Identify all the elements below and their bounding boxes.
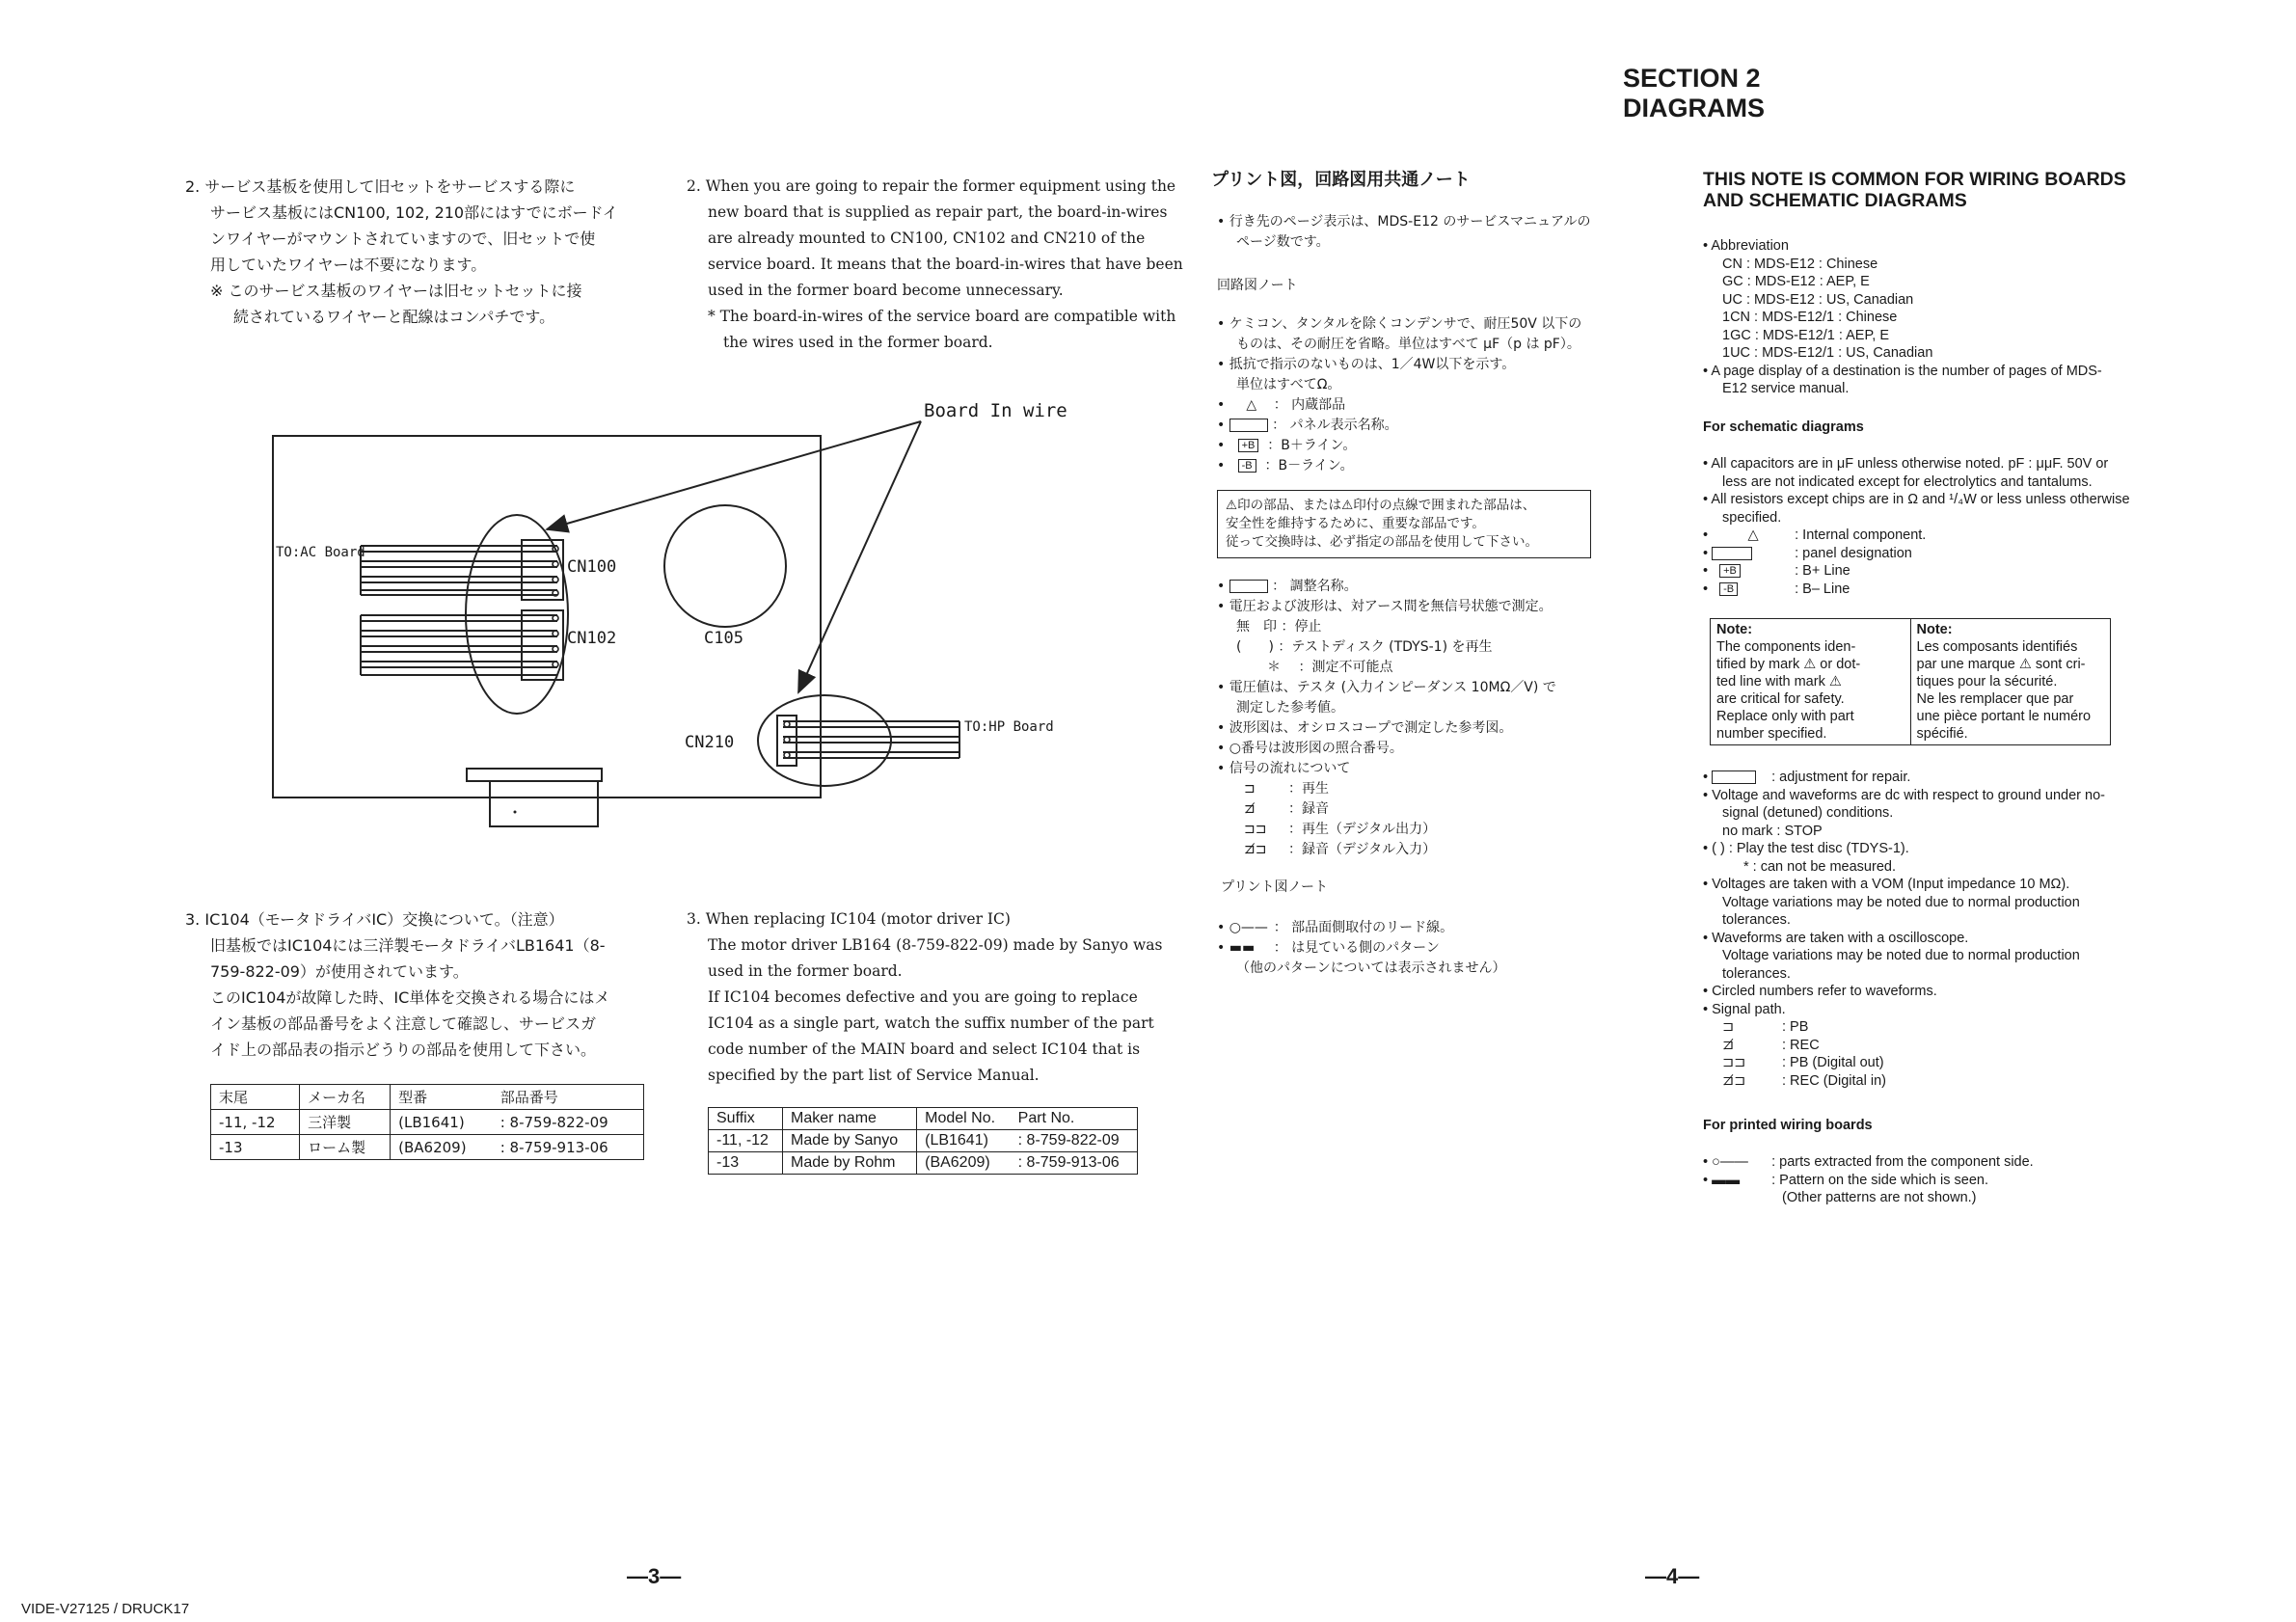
abbreviation-item: 1UC : MDS-E12/1 : US, Canadian — [1722, 345, 1933, 361]
jp-measure-line: • 信号の流れについて — [1217, 761, 1351, 776]
table-header: 末尾 — [211, 1085, 300, 1110]
en-note-2-line: used in the former board become unnecessary. — [708, 282, 1064, 299]
measure-line: Voltages are taken with a VOM (Input impedance 10 MΩ). — [1712, 877, 2070, 892]
bplus-symbol-icon: +B — [1719, 564, 1741, 578]
to-ac-board-label: TO:AC Board — [276, 545, 365, 560]
note-line: par une marque ⚠ sont cri- — [1916, 657, 2086, 672]
signal-pb-digital-icon: ⊐⊐ — [1244, 822, 1267, 837]
pattern-icon: ▬▬ — [1712, 1172, 1741, 1188]
c105-capacitor — [664, 505, 786, 627]
bminus-symbol-icon: -B — [1719, 582, 1738, 596]
table-header-row — [211, 1085, 644, 1110]
printed-line: : parts extracted from the component side. — [1771, 1154, 2034, 1170]
signal-pb-digital-icon: ⊐⊐ — [1722, 1055, 1746, 1070]
signal-pb-icon: ⊐ — [1722, 1019, 1735, 1035]
jp-safety-line: 従って交換時は、必ず指定の部品を使用して下さい。 — [1226, 534, 1538, 550]
lead-wire-icon: ○—— — [1712, 1154, 1748, 1170]
page-number-3: —3— — [627, 1564, 682, 1588]
jp-schematic-line: 単位はすべてΩ。 — [1236, 377, 1341, 392]
table-cell: (BA6209) — [391, 1135, 493, 1160]
jp-print-line: ： は見ている側のパターン — [1273, 940, 1440, 956]
safety-note-table — [1710, 618, 2111, 745]
jp-print-line: ： 部品面側取付のリード線。 — [1273, 920, 1454, 935]
jp-signal-label: ：再生（デジタル出力） — [1288, 822, 1437, 837]
lead-wire-icon: ○—— — [1229, 920, 1268, 935]
table-row — [709, 1130, 1138, 1152]
jp-measure-line: • 電圧値は、テスタ (入力インピーダンス 10MΩ／V) で — [1217, 680, 1556, 695]
note-line: The components iden- — [1716, 639, 1856, 655]
jp-intro — [1217, 212, 1591, 253]
measure-line: * : can not be measured. — [1743, 858, 1896, 875]
bottom-connector-body — [490, 781, 598, 826]
signal-label: : REC — [1782, 1037, 1820, 1053]
cn210-label: CN210 — [685, 733, 735, 752]
jp-safety-box — [1217, 490, 1591, 558]
page-display-note: E12 service manual. — [1722, 381, 1850, 396]
table-header: Maker name — [783, 1108, 917, 1130]
signal-rec-digital-icon: ⊐̸⊐ — [1244, 842, 1267, 857]
en-note-3-line: specified by the part list of Service Manual. — [708, 1067, 1040, 1084]
table-header: 型番 — [391, 1085, 493, 1110]
signal-rec-icon: ⊐̸ — [1244, 801, 1256, 817]
table-cell: -13 — [709, 1152, 783, 1175]
note-line: ted line with mark ⚠ — [1716, 674, 1842, 689]
note-heading: Note: — [1916, 622, 1953, 637]
printed-notes: • ○—— : parts extracted from the component side. • ▬▬ : Pattern on the side which is seen. (Other patterns are not shown.) — [1703, 1154, 2034, 1205]
bminus-symbol-icon: -B — [1238, 459, 1256, 473]
en-note-3-line: The motor driver LB164 (8-759-822-09) made by Sanyo was — [708, 936, 1163, 954]
en-note-3-line: used in the former board. — [708, 962, 903, 980]
jp-measure-line: ＊ ：測定不可能点 — [1267, 660, 1393, 675]
en-note-2-line: service board. It means that the board-in-wires that have been — [708, 256, 1183, 273]
cn210-wires — [783, 721, 959, 758]
table-cell: : 8-759-822-09 — [1011, 1130, 1138, 1152]
footer-code: VIDE-V27125 / DRUCK17 — [21, 1601, 190, 1617]
signal-label: : PB — [1782, 1019, 1809, 1035]
jp-schematic-line: • ケミコン、タンタルを除くコンデンサで、耐圧50V 以下の — [1217, 316, 1582, 332]
en-note-2-line: new board that is supplied as repair part, the board-in-wires — [708, 203, 1168, 221]
note-line: tiques pour la sécurité. — [1916, 674, 2058, 689]
measure-line: Signal path. — [1712, 1001, 1786, 1017]
bminus-line-label: : B– Line — [1795, 581, 1850, 597]
measure-line: Voltage and waveforms are dc with respect to ground under no- — [1712, 787, 2105, 803]
table-cell: (LB1641) — [917, 1130, 1011, 1152]
note-english — [1711, 619, 1911, 745]
page-number-4: —4— — [1645, 1564, 1700, 1588]
jp-print-heading: プリント図ノート — [1221, 879, 1329, 895]
measure-line: Waveforms are taken with a oscilloscope. — [1712, 930, 1969, 946]
jp-measurement-notes: • ： 調整名称。 • 電圧および波形は、対アース間を無信号状態で測定。 無 印 ：停止 ( ) ：テストディスク (TDYS-1) を再生 ＊ ：測定不可能点 • 電圧値は、テスタ (入力インピーダンス 10MΩ／V) で 測定した参考値。 • 波形図は、オシロスコープで測定した参考図。 • ○番号は波形図の照合番号。 • 信号の流れについて ⊐ ：再生 ⊐̸ ：録音 ⊐⊐ ：再生（デジタル出力） ⊐̸⊐ ：録音（デジタル入力） — [1217, 577, 1556, 860]
jp-safety-line: 安全性を維持するために、重要な部品です。 — [1226, 516, 1485, 531]
note-line: Les composants identifiés — [1916, 639, 2078, 655]
jp-bplus-label: ：B＋ライン。 — [1267, 438, 1357, 453]
jp-bminus-label: ：B－ライン。 — [1264, 458, 1354, 473]
jp-note-2-line: 続されているワイヤーと配線はコンパチです。 — [233, 308, 555, 326]
jp-adjust-label: ： 調整名称。 — [1272, 579, 1358, 594]
note-line: Replace only with part — [1716, 709, 1854, 724]
en-title — [1703, 169, 2126, 211]
jp-note-2-line: ンワイヤーがマウントされていますので、旧セットで使 — [210, 230, 596, 248]
en-note-3 — [687, 906, 1162, 1089]
bottom-connector — [467, 769, 602, 781]
printed-heading: For printed wiring boards — [1703, 1118, 1873, 1133]
abbreviation-item: UC : MDS-E12 : US, Canadian — [1722, 291, 1914, 308]
adjust-symbol-icon — [1229, 580, 1268, 593]
signal-label: : REC (Digital in) — [1782, 1072, 1886, 1089]
table-cell: -11, -12 — [211, 1110, 300, 1135]
note-line: une pièce portant le numéro — [1916, 709, 2092, 724]
jp-internal-label: ： 内蔵部品 — [1273, 397, 1346, 413]
signal-rec-digital-icon: ⊐̸⊐ — [1722, 1072, 1746, 1089]
section-title: DIAGRAMS — [1623, 94, 1765, 122]
jp-measure-line: 無 印 ：停止 — [1236, 619, 1322, 635]
en-note-3-line: If IC104 becomes defective and you are going to replace — [708, 988, 1138, 1006]
schematic-line: less are not indicated except for electrolytics and tantalums. — [1722, 473, 2093, 490]
measure-line: tolerances. — [1722, 965, 1791, 982]
jp-note-3-line: このIC104が故障した時、IC単体を交換される場合にはメ — [210, 988, 610, 1007]
to-hp-board-label: TO:HP Board — [964, 719, 1054, 735]
c105-label: C105 — [704, 629, 743, 648]
jp-parts-table — [210, 1084, 644, 1160]
jp-intro-line: • 行き先のページ表示は、MDS-E12 のサービスマニュアルの — [1217, 214, 1591, 230]
measure-line: ( ) : Play the test disc (TDYS-1). — [1712, 841, 1909, 856]
signal-rec-icon: ⊐̸ — [1722, 1037, 1735, 1053]
note-line: spécifié. — [1916, 726, 1968, 742]
jp-print-line: （他のパターンについては表示されません） — [1236, 960, 1506, 976]
table-header: Model No. — [917, 1108, 1011, 1130]
note-heading: Note: — [1716, 622, 1753, 637]
abbreviation-item: GC : MDS-E12 : AEP, E — [1722, 274, 1870, 289]
table-cell: : 8-759-822-09 — [493, 1110, 644, 1135]
table-header-row — [709, 1108, 1138, 1130]
jp-schematic-heading: 回路図ノート — [1217, 278, 1298, 293]
section-number: SECTION 2 — [1623, 64, 1761, 93]
en-note-3-line: IC104 as a single part, watch the suffix number of the part — [708, 1014, 1154, 1032]
table-row — [709, 1152, 1138, 1175]
table-header: 部品番号 — [493, 1085, 644, 1110]
measure-line: Voltage variations may be noted due to normal production — [1722, 894, 2080, 910]
cn102-label: CN102 — [567, 629, 617, 648]
jp-note-3-line: 旧基板ではIC104には三洋製モータドライバLB1641（8- — [210, 936, 606, 955]
cn100-label: CN100 — [567, 557, 617, 577]
pattern-icon: ▬▬ — [1229, 940, 1256, 956]
adjust-label: : adjustment for repair. — [1771, 770, 1911, 785]
en-note-3-line: code number of the MAIN board and select IC104 that is — [708, 1041, 1141, 1058]
jp-note-3-line: イド上の部品表の指示どうりの部品を使用して下さい。 — [210, 1041, 597, 1059]
en-parts-table — [708, 1107, 1138, 1175]
bplus-symbol-icon: +B — [1238, 439, 1259, 452]
jp-signal-label: ：録音 — [1288, 801, 1329, 817]
abbreviation-item: 1CN : MDS-E12/1 : Chinese — [1722, 310, 1898, 325]
jp-note-2-line: ※ このサービス基板のワイヤーは旧セットセットに接 — [210, 282, 582, 300]
jp-signal-label: ：再生 — [1288, 781, 1329, 797]
jp-note-2-line: サービス基板にはCN100, 102, 210部にはすでにボードイ — [210, 203, 618, 222]
measure-line: no mark : STOP — [1722, 823, 1823, 839]
callout-arrow-cn100 — [547, 421, 921, 529]
table-cell: Made by Sanyo — [783, 1130, 917, 1152]
measure-line: signal (detuned) conditions. — [1722, 805, 1894, 821]
en-note-3-line: 3. When replacing IC104 (motor driver IC) — [687, 910, 1011, 928]
schematic-line: All resistors except chips are in Ω and ¹/₄W or less unless otherwise — [1711, 492, 2130, 507]
schematic-notes: • All capacitors are in μF unless otherwise noted. pF : μμF. 50V or less are not indicated except for electrolytics and tantalums. • All resistors except chips are in Ω and ¹/₄W or less unless otherwise specified. • △ : Internal component. • : panel designation • +B : B+ Line • -B : B– Line — [1703, 456, 2130, 597]
measure-line: Circled numbers refer to waveforms. — [1712, 984, 1937, 999]
abbreviation-item: 1GC : MDS-E12/1 : AEP, E — [1722, 327, 1890, 343]
note-line: are critical for safety. — [1716, 691, 1845, 707]
en-note-2-line: the wires used in the former board. — [723, 334, 993, 351]
jp-title: プリント図，回路図用共通ノート — [1211, 170, 1471, 190]
note-french — [1910, 619, 2111, 745]
jp-note-2-line: 用していたワイヤーは不要になります。 — [210, 256, 487, 274]
table-row — [211, 1110, 644, 1135]
panel-designation-label: : panel designation — [1795, 545, 1912, 561]
en-note-2-line: are already mounted to CN100, CN102 and CN210 of the — [708, 230, 1146, 247]
jp-schematic-line: ものは、その耐圧を省略。単位はすべて μF（p は pF）。 — [1236, 337, 1580, 352]
table-cell: 三洋製 — [300, 1110, 391, 1135]
table-header: Suffix — [709, 1108, 783, 1130]
note-line: number specified. — [1716, 726, 1827, 742]
table-header: メーカ名 — [300, 1085, 391, 1110]
table-cell: (BA6209) — [917, 1152, 1011, 1175]
jp-intro-line: ページ数です。 — [1236, 234, 1330, 250]
measurement-notes: • : adjustment for repair. • Voltage and waveforms are dc with respect to ground under no- signal (detuned) conditions. no mark : STOP • ( ) : Play the test disc (TDYS-1). * : can not be measured. • Voltages are taken with a VOM (Input impedance 10 MΩ). Voltage variations may be noted due to normal production tolerances. • Waveforms are taken with a oscilloscope. Voltage variations may be noted due to normal production tolerances. • Circled numbers refer to waveforms. • Signal path. ⊐ : PB ⊐̸ : REC ⊐⊐ : PB (Digital out) ⊐̸⊐ : REC (Digital in) — [1703, 770, 2105, 1089]
jp-measure-line: • ○番号は波形図の照合番号。 — [1217, 741, 1403, 756]
panel-symbol-icon — [1712, 547, 1752, 560]
abbreviation-item: CN : MDS-E12 : Chinese — [1722, 256, 1878, 272]
jp-note-3 — [185, 906, 609, 1063]
jp-safety-line: ⚠印の部品、または⚠印付の点線で囲まれた部品は、 — [1226, 498, 1536, 513]
internal-component-label: : Internal component. — [1795, 527, 1927, 543]
warning-triangle-icon: △ — [1747, 527, 1759, 543]
jp-measure-line: • 波形図は、オシロスコープで測定した参考図。 — [1217, 720, 1513, 736]
jp-schematic-line: • 抵抗で指示のないものは、1／4W以下を示す。 — [1217, 357, 1516, 372]
cn100-wires — [361, 546, 557, 595]
board-outline — [273, 436, 821, 797]
printed-line: : Pattern on the side which is seen. — [1771, 1172, 1988, 1188]
warning-triangle-icon: △ — [1246, 397, 1257, 413]
adjust-symbol-icon — [1712, 770, 1756, 784]
page-display-note: A page display of a destination is the number of pages of MDS- — [1711, 363, 2102, 379]
schematic-heading: For schematic diagrams — [1703, 419, 1864, 435]
table-row — [211, 1135, 644, 1160]
jp-measure-line: 測定した参考値。 — [1236, 700, 1344, 716]
note-line: Ne les remplacer que par — [1916, 691, 2074, 707]
callout-arrow-cn210 — [798, 421, 921, 692]
table-cell: -11, -12 — [709, 1130, 783, 1152]
jp-note-3-line: イン基板の部品番号をよく注意して確認し、サービスガ — [210, 1014, 597, 1033]
en-note-2-line: 2. When you are going to repair the former equipment using the — [687, 177, 1176, 195]
table-cell: (LB1641) — [391, 1110, 493, 1135]
jp-note-3-line: 3. IC104（モータドライバIC）交換について。（注意） — [185, 910, 564, 929]
table-cell: -13 — [211, 1135, 300, 1160]
schematic-line: specified. — [1722, 509, 1782, 526]
en-title-line: AND SCHEMATIC DIAGRAMS — [1703, 190, 1967, 211]
jp-panel-label: ： パネル表示名称。 — [1272, 418, 1398, 433]
jp-schematic-notes: • ケミコン、タンタルを除くコンデンサで、耐圧50V 以下の ものは、その耐圧を省略。単位はすべて μF（p は pF）。 • 抵抗で指示のないものは、1／4W以下を示す。 単位はすべてΩ。 • △ ： 内蔵部品 • ： パネル表示名称。 • +B ：B＋ライン。 • -B ：B－ライン。 — [1217, 316, 1582, 473]
jp-print-notes: • ○—— ： 部品面側取付のリード線。 • ▬▬ ： は見ている側のパターン （他のパターンについては表示されません） — [1217, 918, 1505, 979]
abbreviation-label: Abbreviation — [1711, 238, 1789, 254]
jp-note-3-line: 759-822-09）が使用されています。 — [210, 962, 469, 981]
jp-signal-label: ：録音（デジタル入力） — [1288, 842, 1437, 857]
panel-symbol-icon — [1229, 419, 1268, 432]
cn102-wires — [361, 615, 557, 675]
signal-label: : PB (Digital out) — [1782, 1055, 1884, 1070]
measure-line: tolerances. — [1722, 912, 1791, 928]
table-header: Part No. — [1011, 1108, 1138, 1130]
table-cell: : 8-759-913-06 — [1011, 1152, 1138, 1175]
jp-measure-line: • 電圧および波形は、対アース間を無信号状態で測定。 — [1217, 599, 1553, 614]
jp-measure-line: ( ) ：テストディスク (TDYS-1) を再生 — [1236, 639, 1493, 655]
en-title-line: THIS NOTE IS COMMON FOR WIRING BOARDS — [1703, 169, 2126, 190]
jp-note-2-line: 2. サービス基板を使用して旧セットをサービスする際に — [185, 177, 576, 196]
measure-line: Voltage variations may be noted due to normal production — [1722, 948, 2080, 963]
en-note-2-line: * The board-in-wires of the service board are compatible with — [708, 308, 1176, 325]
table-cell: ローム製 — [300, 1135, 391, 1160]
printed-line: (Other patterns are not shown.) — [1782, 1190, 1977, 1205]
bplus-line-label: : B+ Line — [1795, 563, 1850, 579]
table-cell: : 8-759-913-06 — [493, 1135, 644, 1160]
abbreviation-block: • Abbreviation CN : MDS-E12 : Chinese GC : MDS-E12 : AEP, E UC : MDS-E12 : US, Canadian 1CN : MDS-E12/1 : Chinese 1GC : MDS-E12/1 : AEP, E 1UC : MDS-E12/1 : US, Canadian • A page display of a destination is the number of pages of MDS- E12 service manual. — [1703, 238, 2102, 396]
board-in-wire-label: Board In wire — [924, 400, 1067, 421]
schematic-line: All capacitors are in μF unless otherwise noted. pF : μμF. 50V or — [1711, 456, 2109, 472]
note-line: tified by mark ⚠ or dot- — [1716, 657, 1861, 672]
signal-pb-icon: ⊐ — [1244, 781, 1256, 797]
table-cell: Made by Rohm — [783, 1152, 917, 1175]
